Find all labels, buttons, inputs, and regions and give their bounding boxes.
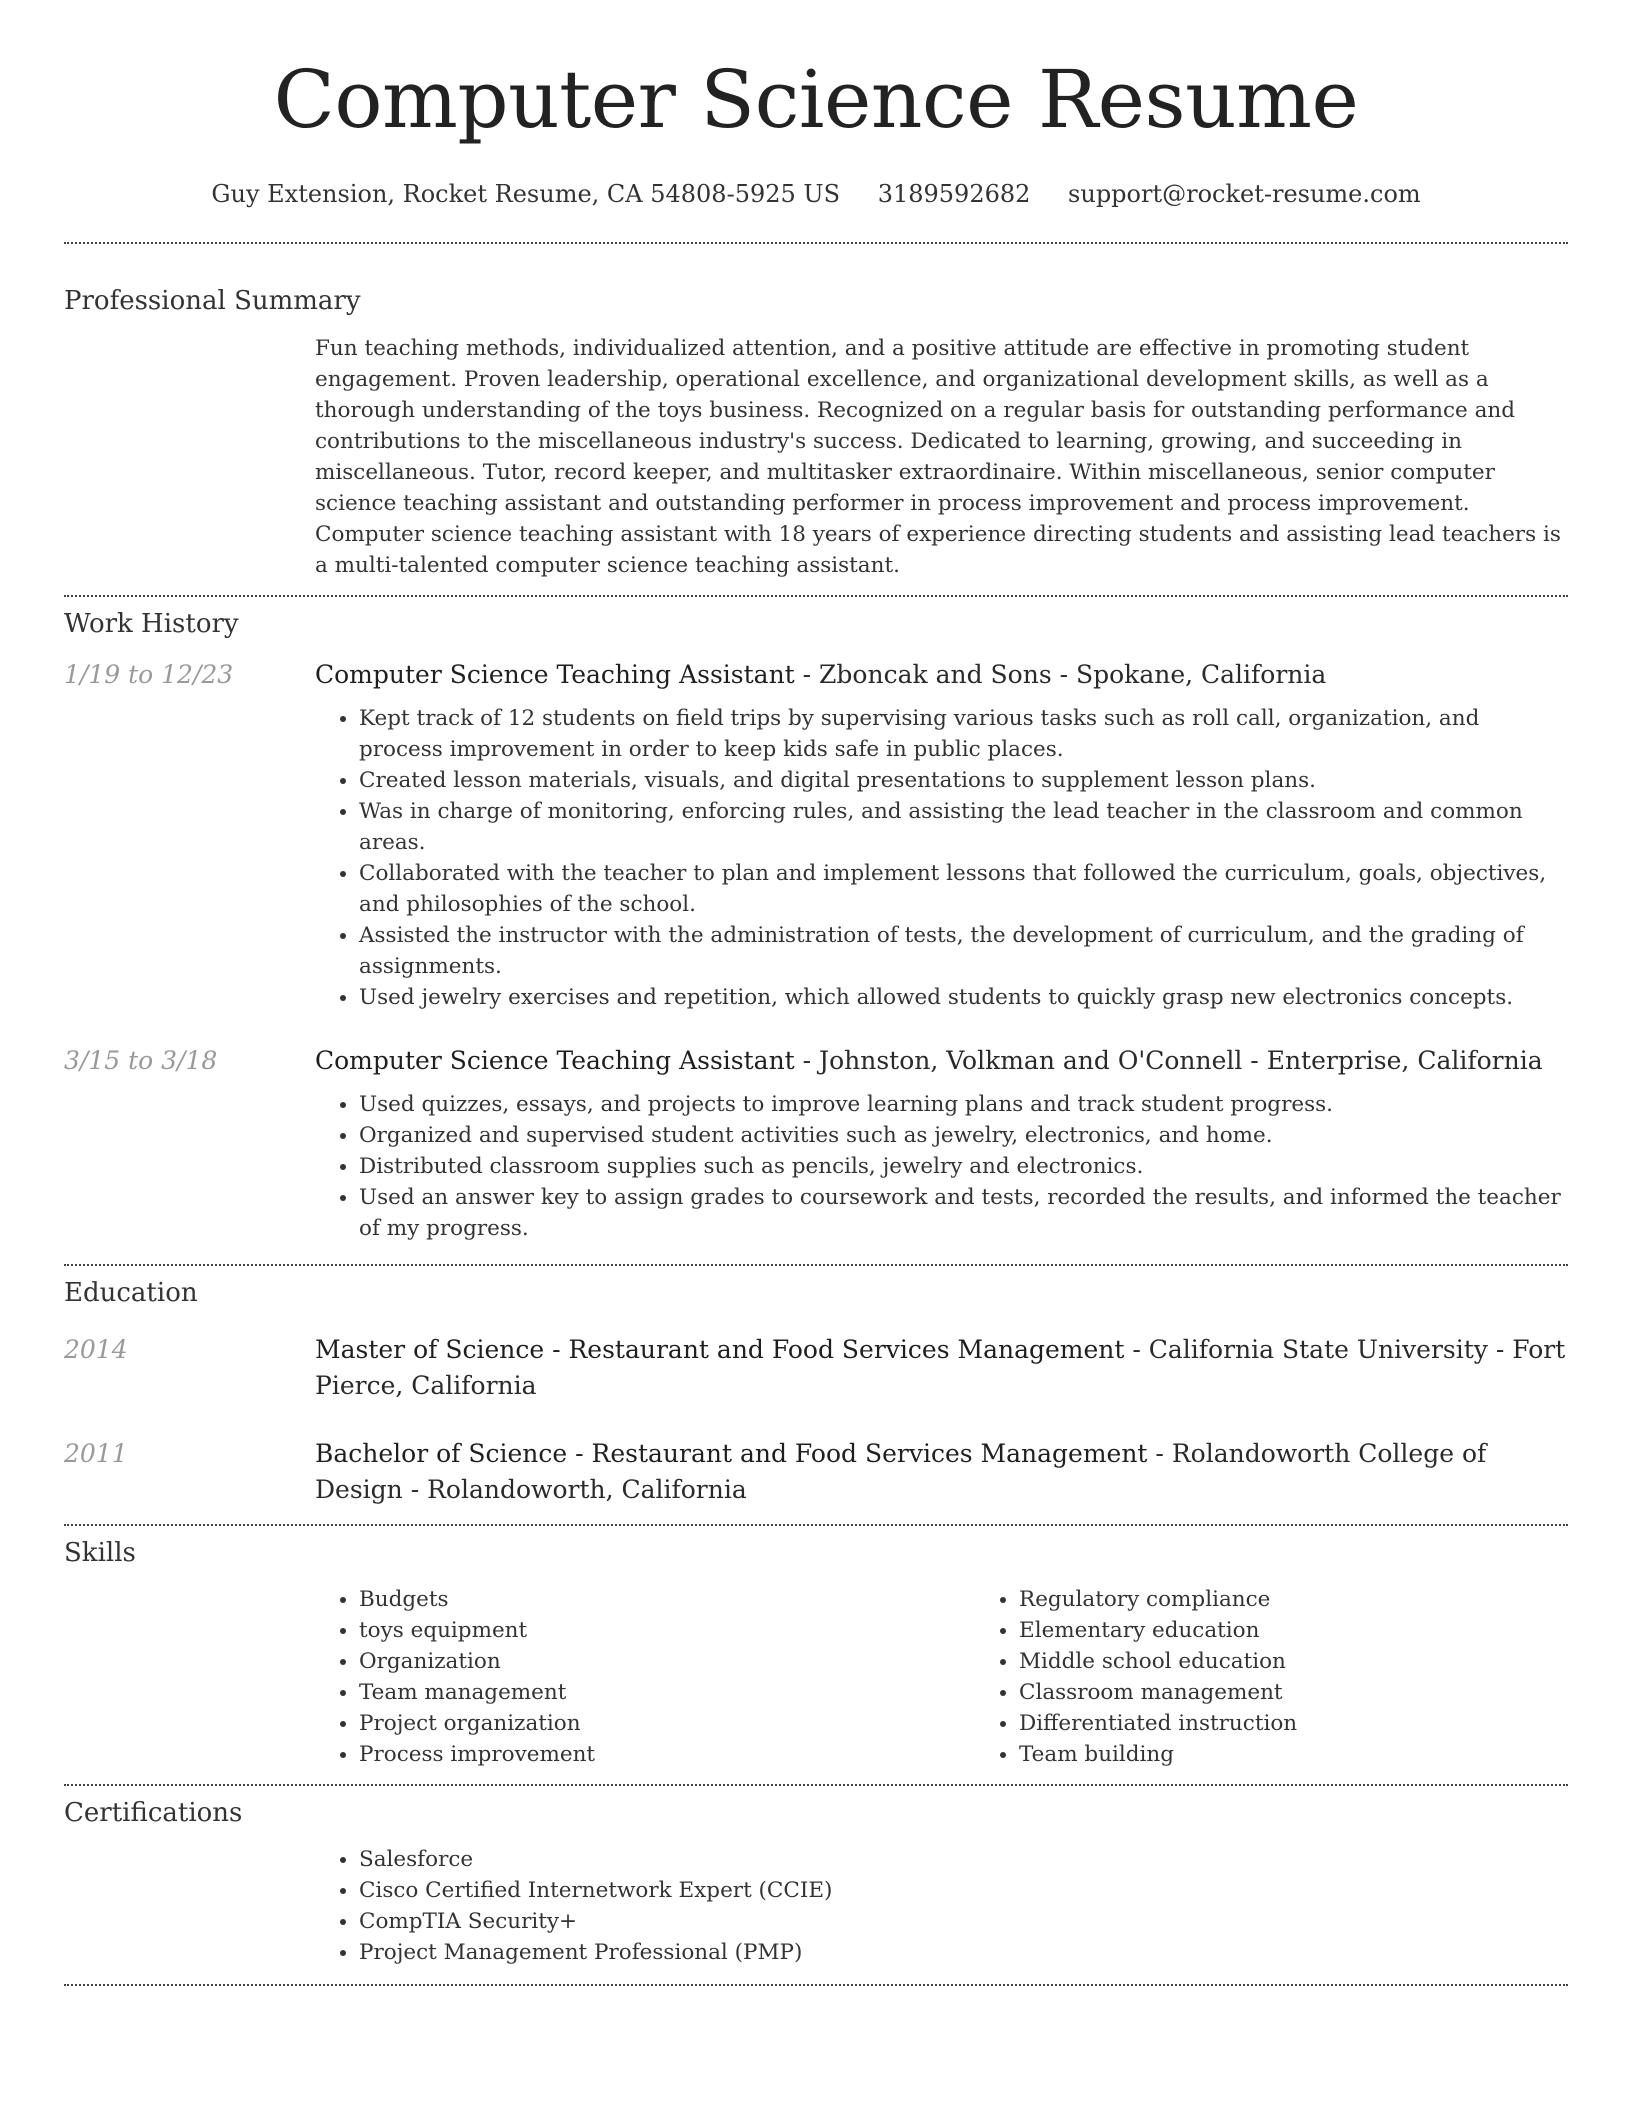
list-item: • Budgets <box>359 1584 975 1615</box>
job-heading <box>315 1043 1568 1079</box>
education-school: - Rolandoworth College of Design - Rolandoworth, California <box>315 1439 1487 1504</box>
list-item: • Distributed classroom supplies such as pencils, jewelry and electronics. <box>359 1151 1568 1182</box>
skills-column-1 <box>315 1584 975 1770</box>
list-item: • Project Management Professional (PMP) <box>359 1937 1568 1968</box>
education-degree: Bachelor of Science - Restaurant and Food Services Management <box>315 1439 1148 1468</box>
section-heading-certifications: Certifications <box>64 1798 243 1828</box>
list-item: • Assisted the instructor with the administration of tests, the development of curriculum, and the grading of assignments. <box>359 920 1568 982</box>
list-item: • Collaborated with the teacher to plan and implement lessons that followed the curriculum, goals, objectives, and philosophies of the school. <box>359 858 1568 920</box>
list-item: • Project organization <box>359 1708 975 1739</box>
section-heading-work: Work History <box>64 609 239 639</box>
job-dates: 3/15 to 3/18 <box>64 1046 218 1075</box>
list-item: • Middle school education <box>1019 1646 1632 1677</box>
summary-text: Fun teaching methods, individualized attention, and a positive attitude are effective in promoting student engagement. Proven leadership, operational excellence, and organizational development skills, as well as a thorough understanding of the toys business. Recognized on a regular basis for outstanding performance and contributions to the miscellaneous industry's success. Dedicated to learning, growing, and succeeding in miscellaneous. Tutor, record keeper, and multitasker extraordinaire. Within miscellaneous, senior computer science teaching assistant and outstanding performer in process improvement and process improvement. Computer science teaching assistant with 18 years of experience directing students and assisting lead teachers is a multi-talented computer science teaching assistant. <box>315 336 1561 578</box>
job-entry <box>64 1043 1568 1244</box>
list-item: • Used quizzes, essays, and projects to improve learning plans and track student progress. <box>359 1089 1568 1120</box>
job-title: Computer Science Teaching Assistant <box>315 660 795 689</box>
education-school: - California State University - Fort Pierce, California <box>315 1335 1566 1400</box>
contact-line <box>64 180 1568 208</box>
divider <box>64 595 1568 597</box>
divider <box>64 1524 1568 1526</box>
certifications-list <box>315 1844 1568 1968</box>
section-heading-summary: Professional Summary <box>64 286 361 316</box>
job-dates: 1/19 to 12/23 <box>64 660 234 689</box>
summary-row <box>64 333 1568 581</box>
education-degree: Master of Science - Restaurant and Food Services Management <box>315 1335 1125 1364</box>
contact-phone: 3189592682 <box>877 180 1031 208</box>
list-item: • Organized and supervised student activities such as jewelry, electronics, and home. <box>359 1120 1568 1151</box>
list-item: • Used an answer key to assign grades to coursework and tests, recorded the results, and informed the teacher of my progress. <box>359 1182 1568 1244</box>
list-item: • Created lesson materials, visuals, and digital presentations to supplement lesson plans. <box>359 765 1568 796</box>
list-item: • Classroom management <box>1019 1677 1632 1708</box>
resume-page <box>64 0 1568 1986</box>
job-employer: - Johnston, Volkman and O'Connell - Enterprise, California <box>794 1046 1543 1075</box>
divider <box>64 1984 1568 1986</box>
skills-column-2 <box>975 1584 1632 1770</box>
list-item: • Process improvement <box>359 1739 975 1770</box>
list-item: • CompTIA Security+ <box>359 1906 1568 1937</box>
list-item: • Salesforce <box>359 1844 1568 1875</box>
job-bullets <box>315 703 1568 1013</box>
list-item: • Was in charge of monitoring, enforcing rules, and assisting the lead teacher in the classroom and common areas. <box>359 796 1568 858</box>
skills-row <box>64 1584 1568 1770</box>
list-item: • Team building <box>1019 1739 1632 1770</box>
resume-title: Computer Science Resume <box>273 53 1359 146</box>
list-item: • toys equipment <box>359 1615 975 1646</box>
list-item: • Regulatory compliance <box>1019 1584 1632 1615</box>
job-title: Computer Science Teaching Assistant <box>315 1046 795 1075</box>
education-entry <box>64 1436 1568 1508</box>
section-heading-skills: Skills <box>64 1538 136 1568</box>
job-heading <box>315 657 1568 693</box>
list-item: • Used jewelry exercises and repetition, which allowed students to quickly grasp new electronics concepts. <box>359 982 1568 1013</box>
section-heading-education: Education <box>64 1278 198 1308</box>
list-item: • Cisco Certified Internetwork Expert (CCIE) <box>359 1875 1568 1906</box>
list-item: • Organization <box>359 1646 975 1677</box>
skills-grid <box>315 1584 1632 1770</box>
divider <box>64 242 1568 244</box>
contact-email: support@rocket-resume.com <box>1068 180 1421 208</box>
job-entry <box>64 657 1568 1013</box>
divider <box>64 1264 1568 1266</box>
education-entry <box>64 1332 1568 1404</box>
list-item: • Kept track of 12 students on field trips by supervising various tasks such as roll call, organization, and process improvement in order to keep kids safe in public places. <box>359 703 1568 765</box>
certifications-row <box>64 1844 1568 1968</box>
education-year: 2014 <box>64 1335 128 1364</box>
job-employer: - Zboncak and Sons - Spokane, California <box>794 660 1327 689</box>
list-item: • Differentiated instruction <box>1019 1708 1632 1739</box>
education-year: 2011 <box>64 1439 128 1468</box>
contact-address: Guy Extension, Rocket Resume, CA 54808-5925 US <box>211 180 841 208</box>
job-bullets <box>315 1089 1568 1244</box>
list-item: • Elementary education <box>1019 1615 1632 1646</box>
list-item: • Team management <box>359 1677 975 1708</box>
divider <box>64 1784 1568 1786</box>
